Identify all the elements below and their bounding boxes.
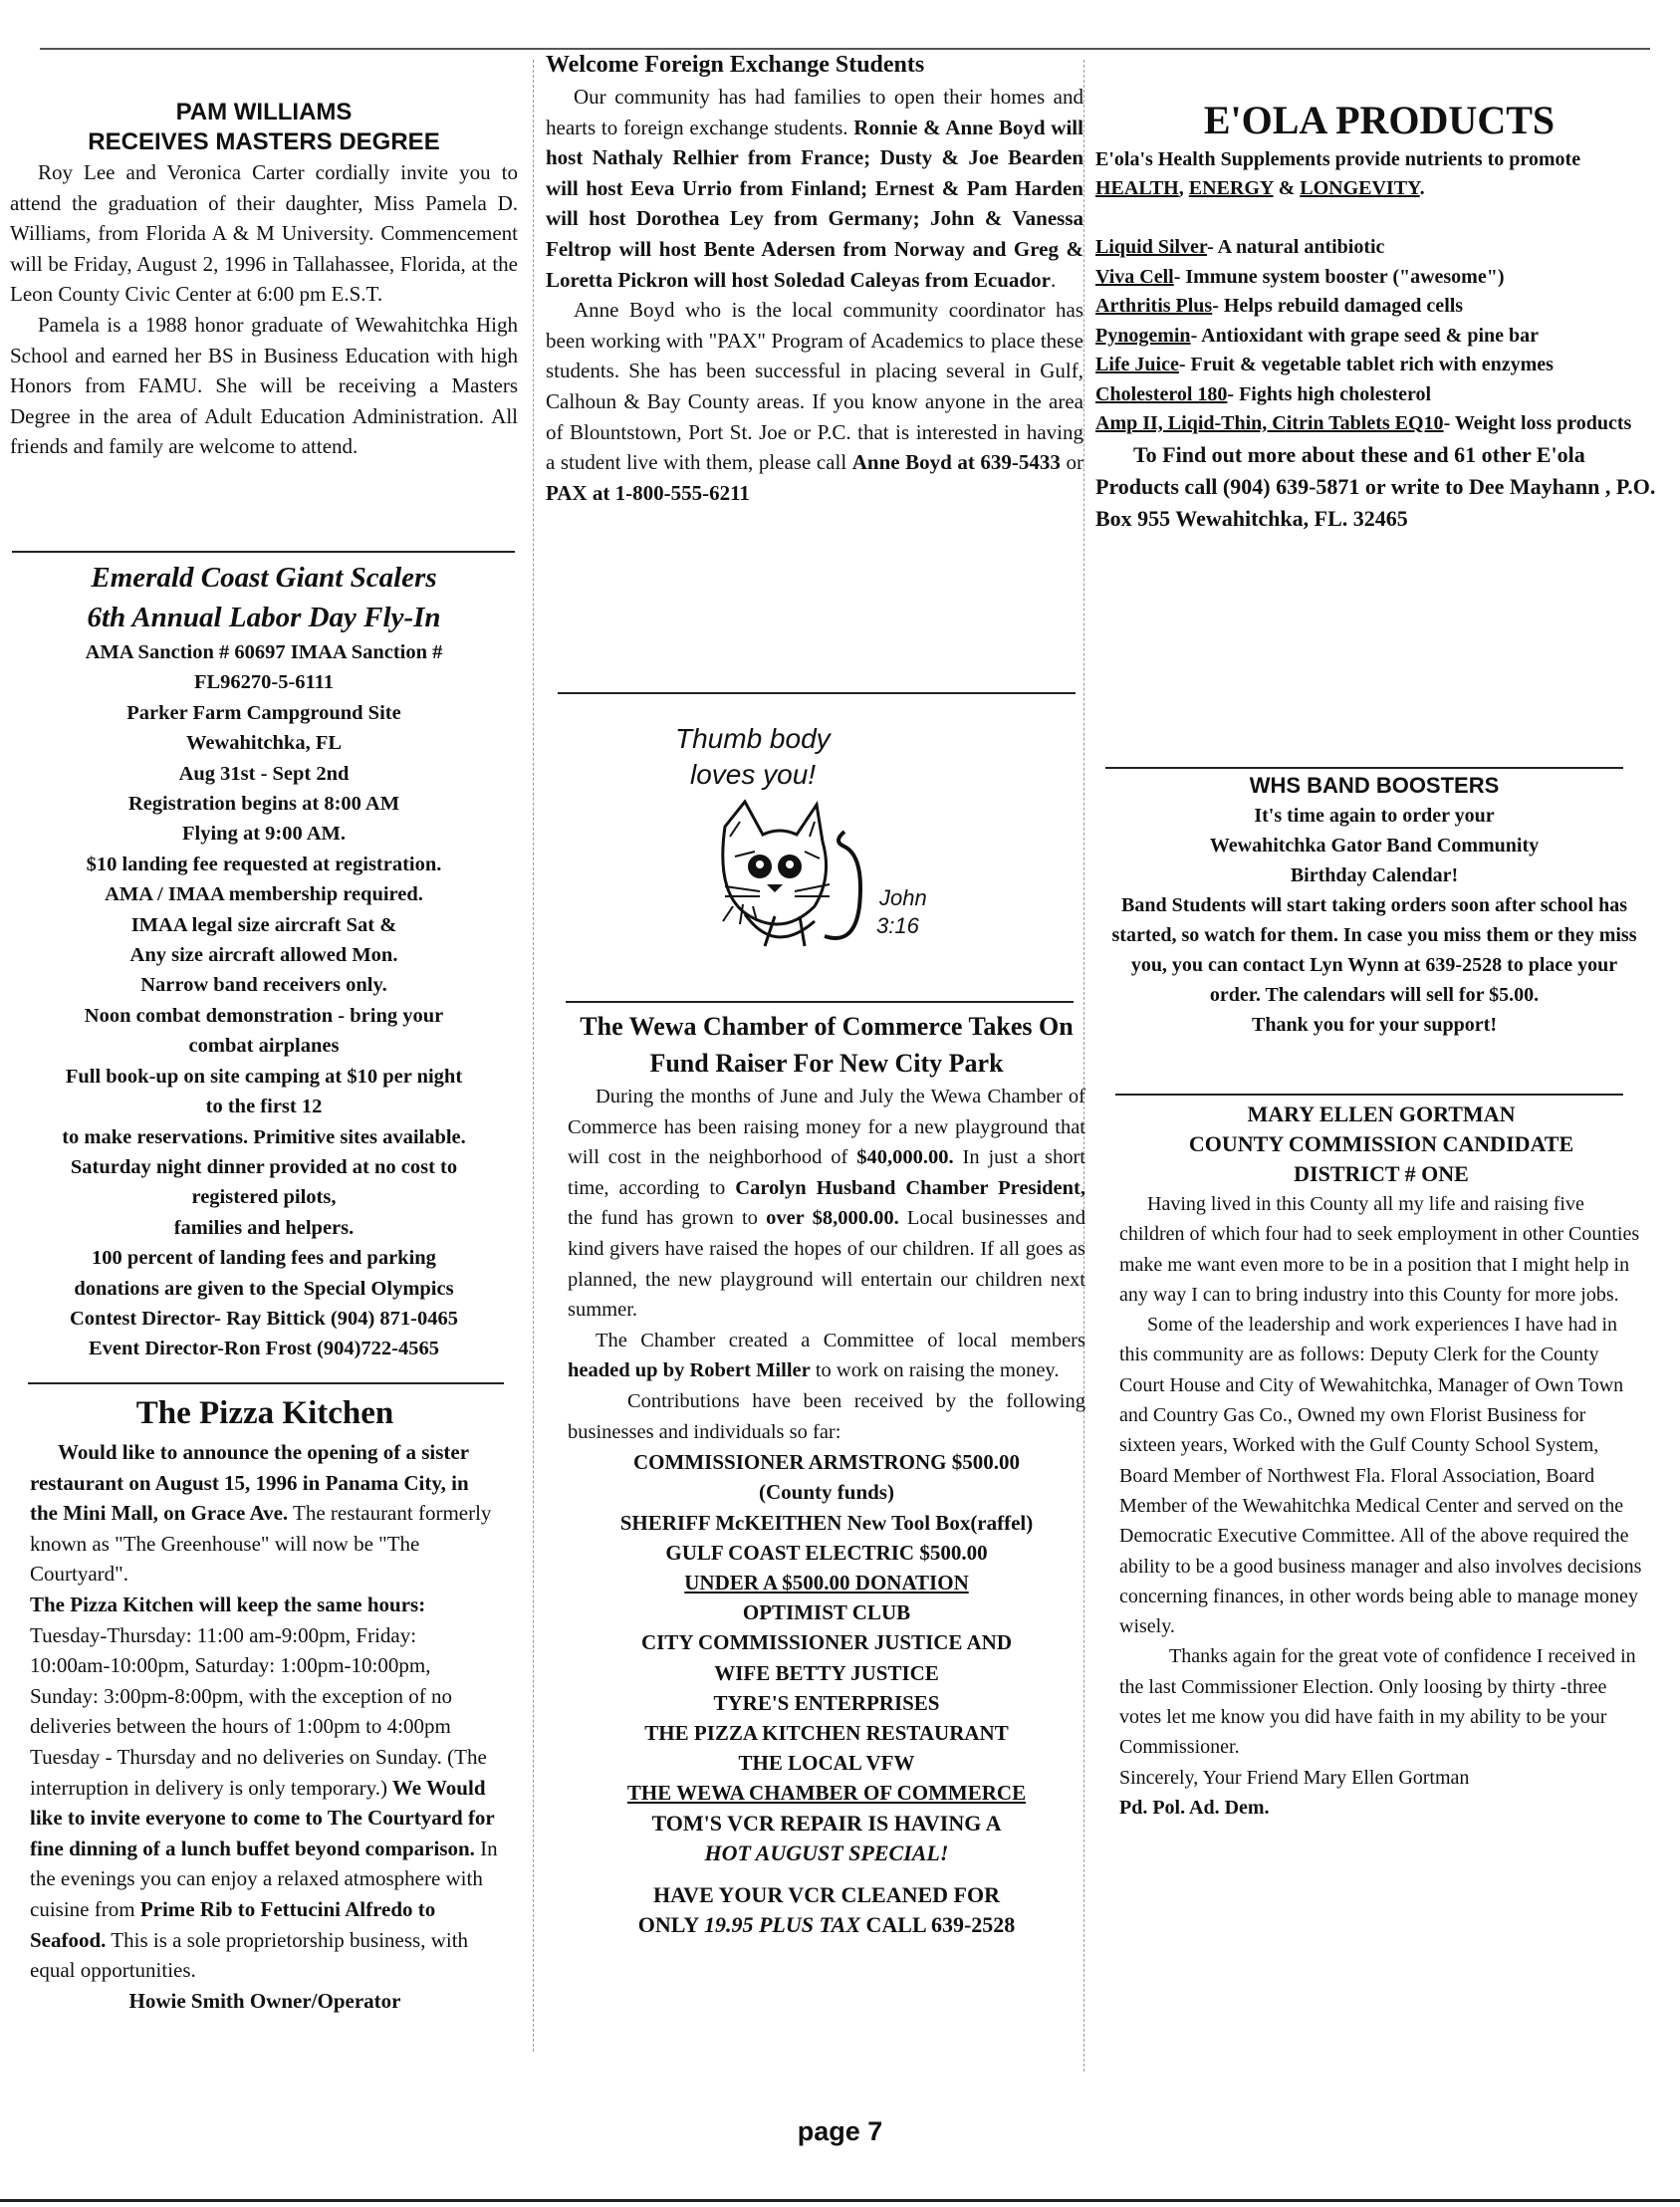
pizza-cuisine: Prime Rib to Fettucini Alfredo to Seafood.: [30, 1896, 436, 1952]
gortman-title-1: MARY ELLEN GORTMAN: [1247, 1102, 1516, 1126]
contributor-item: (County funds): [759, 1480, 894, 1505]
eola-ad: [1095, 96, 1663, 535]
column-divider-1: [533, 60, 534, 2052]
fly-in-line: Any size aircraft allowed Mon.: [129, 944, 398, 967]
eola-product-name: Cholesterol 180: [1095, 382, 1228, 405]
fly-in-line: $10 landing fee requested at registration.: [86, 853, 442, 875]
vcr-line-2: HOT AUGUST SPECIAL!: [704, 1839, 949, 1865]
chamber-article: [546, 1008, 1091, 1940]
page-number: page 7: [797, 2116, 883, 2146]
fly-in-line: Parker Farm Campground Site: [126, 701, 401, 724]
eola-product-desc: - Fruit & vegetable tablet rich with enzymes: [1178, 354, 1554, 375]
fly-in-line: AMA Sanction # 60697 IMAA Sanction #: [85, 641, 443, 663]
eola-product-desc: - Fights high cholesterol: [1227, 382, 1432, 405]
gortman-paragraph-2: Some of the leadership and work experiences I have had in this community are as follows: Deputy Clerk for the County Court House and City of Wewahitchka, Manager of Own Town and Country Gas Co., Owned my own Florist Business for sixteen years, Worked with the Gulf County School System, Board Member of Northwest Fla. Floral Association, Board Member of the Wewahitchka Medical Center and served on the Democratic Executive Committee. All of the above required the ability to be a good business manager and also involves decisions concerning finances, in other words being able to manage money wisely.: [1119, 1314, 1642, 1638]
eola-product-name: Amp II, Liqid-Thin, Citrin Tablets EQ10: [1095, 412, 1444, 434]
pizza-owner: Howie Smith Owner/Operator: [128, 1988, 401, 2013]
eola-intro-text: E'ola's Health Supplements provide nutrients to promote: [1095, 148, 1581, 170]
foreign-paragraph-2: [546, 295, 1083, 508]
gortman-ad: [1095, 1100, 1663, 1823]
fly-in-line: combat airplanes: [188, 1035, 340, 1058]
contributor-item: COMMISSIONER ARMSTRONG $500.00: [633, 1450, 1020, 1475]
fly-in-line: Narrow band receivers only.: [140, 974, 387, 997]
contributor-item: SHERIFF McKEITHEN New Tool Box(raffel): [619, 1510, 1034, 1535]
gortman-title-2: COUNTY COMMISSION CANDIDATE: [1188, 1131, 1574, 1156]
contributor-item: THE WEWA CHAMBER OF COMMERCE: [626, 1781, 1027, 1806]
chamber-title: The Wewa Chamber of Commerce Takes On Fund Raiser For New City Park: [580, 1012, 1074, 1078]
foreign-paragraph-1: [546, 82, 1083, 295]
fly-in-line: Wewahitchka, FL: [185, 732, 343, 755]
gortman-paragraph-3: Thanks again for the great vote of confidence I received in the last Commissioner Election. Only loosing by thirty -three votes let me know you did have faith in my ability to be your Commissioner.: [1119, 1645, 1636, 1759]
pizza-hours: Tuesday-Thursday: 11:00 am-9:00pm, Friday: 10:00am-10:00pm, Saturday: 1:00pm-10:00pm, Sunday: 3:00pm-8:00pm, with the exception of no deliveries between the hours of 1:00pm to 4:00pm Tuesday - Thursday and no deliveries on Sunday. (The interruption in delivery is only temporary.): [30, 1622, 487, 1800]
chamber-p1c: In just a short time, according to: [568, 1146, 1085, 1199]
contributor-item: UNDER A $500.00 DONATION: [684, 1570, 969, 1594]
eola-product-list: [1095, 233, 1663, 439]
band-line-2: Wewahitchka Gator Band Community: [1209, 835, 1540, 857]
pizza-invite: We Would like to invite everyone to come to The Courtyard for fine dinning of a lunch buffet beyond comparison.: [30, 1775, 495, 1860]
fly-in-line: families and helpers.: [173, 1216, 355, 1239]
fly-in-line: Event Director-Ron Frost (904)722-4565: [88, 1338, 440, 1360]
contributor-item: WIFE BETTY JUSTICE: [714, 1660, 939, 1685]
pizza-body: [30, 1437, 500, 1986]
fund-total: over $8,000.00.: [766, 1207, 899, 1230]
fly-in-title-2: 6th Annual Labor Day Fly-In: [87, 602, 441, 633]
chamber-president: Carolyn Husband Chamber President,: [735, 1176, 1085, 1199]
chamber-paragraph-1: [568, 1082, 1085, 1326]
chamber-paragraph-3: Contributions have been received by the following businesses and individuals so far:: [568, 1389, 1085, 1443]
eola-product-name: Liquid Silver: [1095, 236, 1208, 258]
chamber-p1g: Local businesses and kind givers have raised the hopes of our children. If all goes as planned, the new playground will entertain our children next summer.: [568, 1207, 1086, 1322]
contributor-item: CITY COMMISSIONER JUSTICE AND: [640, 1630, 1013, 1655]
pizza-title: The Pizza Kitchen: [135, 1395, 394, 1431]
gortman-signature: Sincerely, Your Friend Mary Ellen Gortman: [1119, 1766, 1470, 1789]
eola-contact: To Find out more about these and 61 other E'ola Products call (904) 639-5871 or write to Dee Mayhann , P.O. Box 955 Wewahitchka, FL. 32465: [1095, 441, 1656, 531]
fly-in-line: FL96270-5-6111: [193, 671, 335, 694]
pax-phone: PAX at 1-800-555-6211: [546, 480, 750, 505]
eola-product-name: Viva Cell: [1095, 265, 1174, 288]
vcr-line-1: TOM'S VCR REPAIR IS HAVING A: [651, 1810, 1002, 1836]
chamber-p1a: During the months of June and July the Wewa Chamber of Commerce has been raising money for a new playground that will cost in the neighborhood of: [568, 1086, 1085, 1169]
pizza-evening: In the evenings you can enjoy a relaxed atmosphere with cuisine from: [30, 1836, 498, 1921]
pizza-kitchen-article: [10, 1389, 518, 2016]
fly-in-line: IMAA legal size aircraft Sat &: [130, 913, 397, 936]
pam-paragraph-1: Roy Lee and Veronica Carter cordially invite you to attend the graduation of their daughter, Miss Pamela D. Williams, from Florida A & M University. Commencement will be Friday, August 2, 1996 in Tallahassee, Florida, at the Leon County Civic Center at 6:00 pm E.S.T.: [10, 160, 518, 307]
bible-ref-1: John: [879, 885, 927, 910]
foreign-title: Welcome Foreign Exchange Students: [546, 52, 925, 78]
gortman-ad-notice: Pd. Pol. Ad. Dem.: [1119, 1796, 1270, 1819]
eola-intro: [1095, 145, 1663, 203]
eola-product-desc: - A natural antibiotic: [1207, 236, 1385, 258]
foreign-hosts: Ronnie & Anne Boyd will host Nathaly Relhier from France; Dusty & Joe Bearden will host Eeva Urrio from Finland; Ernest & Pam Harden will host Dorothea Ley from Germany; John & Vanessa Feltrop will host Bente Adersen from Norway and Greg & Loretta Pickron will host Soledad Caleyas from Ecuador: [546, 115, 1083, 292]
vcr-phone: CALL 639-2528: [860, 1911, 1016, 1937]
pam-title-1: PAM WILLIAMS: [175, 99, 353, 125]
fly-in-title-1: Emerald Coast Giant Scalers: [91, 562, 437, 594]
vcr-line-4: [568, 1910, 1085, 1940]
eola-title: E'OLA PRODUCTS: [1203, 98, 1556, 142]
gortman-title-3: DISTRICT # ONE: [1294, 1161, 1469, 1186]
fly-in-line: Saturday night dinner provided at no cost to: [70, 1155, 458, 1178]
chamber-paragraph-2: [568, 1326, 1085, 1386]
eola-product-item: [1095, 409, 1653, 439]
chamber-p1e: the fund has grown to: [568, 1207, 767, 1230]
pizza-hours-heading: The Pizza Kitchen will keep the same hours:: [30, 1592, 426, 1616]
eola-energy: ENERGY: [1188, 177, 1274, 199]
divider: [1115, 1094, 1623, 1096]
thumb-line-1: Thumb body: [675, 723, 831, 754]
fly-in-line: Flying at 9:00 AM.: [182, 823, 346, 846]
contributors-list: [568, 1447, 1085, 1808]
foreign-p1-plain: Our community has had families to open their homes and hearts to foreign exchange students.: [546, 85, 1083, 139]
bible-ref-2: 3:16: [876, 913, 919, 938]
chamber-p2a: The Chamber created a Committee of local members: [596, 1329, 1085, 1351]
fly-in-details: [10, 637, 518, 1364]
fly-in-line: to make reservations. Primitive sites available.: [62, 1125, 466, 1148]
foreign-p2-mid: or: [1060, 450, 1083, 475]
pizza-closing: This is a sole proprietorship business, with equal opportunities.: [30, 1927, 469, 1983]
eola-product-item: [1095, 263, 1653, 293]
foreign-p1-end: .: [1050, 267, 1057, 292]
cat-illustration: [705, 797, 884, 966]
eola-product-item: [1095, 351, 1653, 380]
band-boosters-ad: [1095, 771, 1663, 1040]
fly-in-line: Noon combat demonstration - bring your: [84, 1004, 444, 1027]
vcr-line-3: HAVE YOUR VCR CLEANED FOR: [653, 1881, 1000, 1907]
anne-boyd-phone: Anne Boyd at 639-5433: [851, 450, 1061, 475]
foreign-p2-plain: Anne Boyd who is the local community coordinator has been working with "PAX" Program of Academics to place these students. She has been successful in placing several in Gulf, Calhoun & Bay County areas. If you know anyone in the area of Blountstown, Port St. Joe or P.C. that is interested in having a student live with them, please call: [546, 298, 1083, 475]
fly-in-line: AMA / IMAA membership required.: [105, 883, 423, 906]
contributor-item: THE LOCAL VFW: [738, 1751, 915, 1776]
band-line-1: It's time again to order your: [1254, 805, 1495, 827]
band-title: WHS BAND BOOSTERS: [1249, 773, 1500, 798]
eola-health: HEALTH: [1095, 177, 1179, 199]
band-line-5: Thank you for your support!: [1252, 1014, 1497, 1036]
eola-longevity: LONGEVITY: [1300, 177, 1420, 199]
vcr-only: ONLY: [637, 1911, 704, 1937]
eola-product-desc: - Antioxidant with grape seed & pine bar: [1190, 324, 1540, 347]
fly-in-article: [10, 558, 518, 1364]
pizza-intro-plain: The restaurant formerly known as "The Greenhouse" will now be "The Courtyard".: [30, 1501, 492, 1587]
divider: [28, 1382, 504, 1384]
vcr-price: 19.95 PLUS TAX: [703, 1911, 861, 1937]
eola-sep-1: ,: [1178, 177, 1189, 199]
eola-product-desc: - Helps rebuild damaged cells: [1212, 295, 1464, 317]
fly-in-line: Contest Director- Ray Bittick (904) 871-0465: [70, 1307, 458, 1330]
playground-cost: $40,000.00.: [856, 1146, 954, 1169]
eola-product-item: [1095, 380, 1653, 410]
pam-paragraph-2: Pamela is a 1988 honor graduate of Wewahitchka High School and earned her BS in Business Education with high Honors from FAMU. She will be receiving a Masters Degree in the area of Adult Education Administration. All friends and family are welcome to attend.: [10, 312, 518, 459]
eola-product-item: [1095, 322, 1653, 352]
divider: [12, 551, 515, 553]
fly-in-line: registered pilots,: [191, 1186, 337, 1209]
eola-sep-2: &: [1273, 177, 1301, 199]
eola-product-desc: - Weight loss products: [1443, 412, 1632, 434]
eola-product-name: Pynogemin: [1095, 324, 1191, 347]
divider: [566, 1001, 1074, 1003]
divider: [558, 692, 1076, 694]
bottom-rule: [0, 2199, 1680, 2202]
fly-in-line: Aug 31st - Sept 2nd: [178, 762, 350, 785]
fly-in-line: to the first 12: [205, 1096, 323, 1118]
pam-title-2: RECEIVES MASTERS DEGREE: [88, 128, 440, 155]
contributor-item: GULF COAST ELECTRIC $500.00: [665, 1540, 988, 1565]
eola-product-item: [1095, 233, 1653, 263]
committee-head: headed up by Robert Miller: [568, 1359, 811, 1382]
pam-williams-article: [10, 98, 518, 462]
fly-in-line: Full book-up on site camping at $10 per night: [65, 1065, 463, 1088]
band-line-3: Birthday Calendar!: [1290, 864, 1459, 886]
gortman-paragraph-1: Having lived in this County all my life and raising five children of which four had to seek employment in other Counties make me want even more to be in a position that I might help in any way I can to bring industry into this County for more jobs.: [1119, 1193, 1640, 1306]
fly-in-line: Registration begins at 8:00 AM: [127, 793, 400, 816]
fly-in-line: donations are given to the Special Olympics: [74, 1277, 454, 1300]
eola-sep-3: .: [1419, 177, 1425, 199]
band-line-4: Band Students will start taking orders soon after school has started, so watch for them. In case you miss them or they miss you, you can contact Lyn Wynn at 639-2528 to place your order. The calendars will sell for $5.00.: [1111, 894, 1637, 1006]
eola-product-name: Life Juice: [1095, 354, 1179, 375]
thumb-line-2: loves you!: [690, 759, 817, 790]
divider: [1105, 767, 1623, 769]
foreign-exchange-article: [546, 48, 1091, 508]
eola-product-desc: - Immune system booster ("awesome"): [1173, 265, 1505, 288]
thumb-body-ad: [546, 722, 1091, 961]
contributor-item: OPTIMIST CLUB: [742, 1600, 911, 1625]
fly-in-line: 100 percent of landing fees and parking: [92, 1247, 436, 1270]
eola-product-item: [1095, 292, 1653, 322]
contributor-item: THE PIZZA KITCHEN RESTAURANT: [644, 1720, 1009, 1745]
pizza-intro: Would like to announce the opening of a sister restaurant on August 15, 1996 in Panama City, in the Mini Mall, on Grace Ave.: [30, 1440, 469, 1526]
chamber-p2c: to work on raising the money.: [810, 1359, 1060, 1382]
eola-product-name: Arthritis Plus: [1095, 295, 1213, 317]
contributor-item: TYRE'S ENTERPRISES: [713, 1690, 940, 1715]
